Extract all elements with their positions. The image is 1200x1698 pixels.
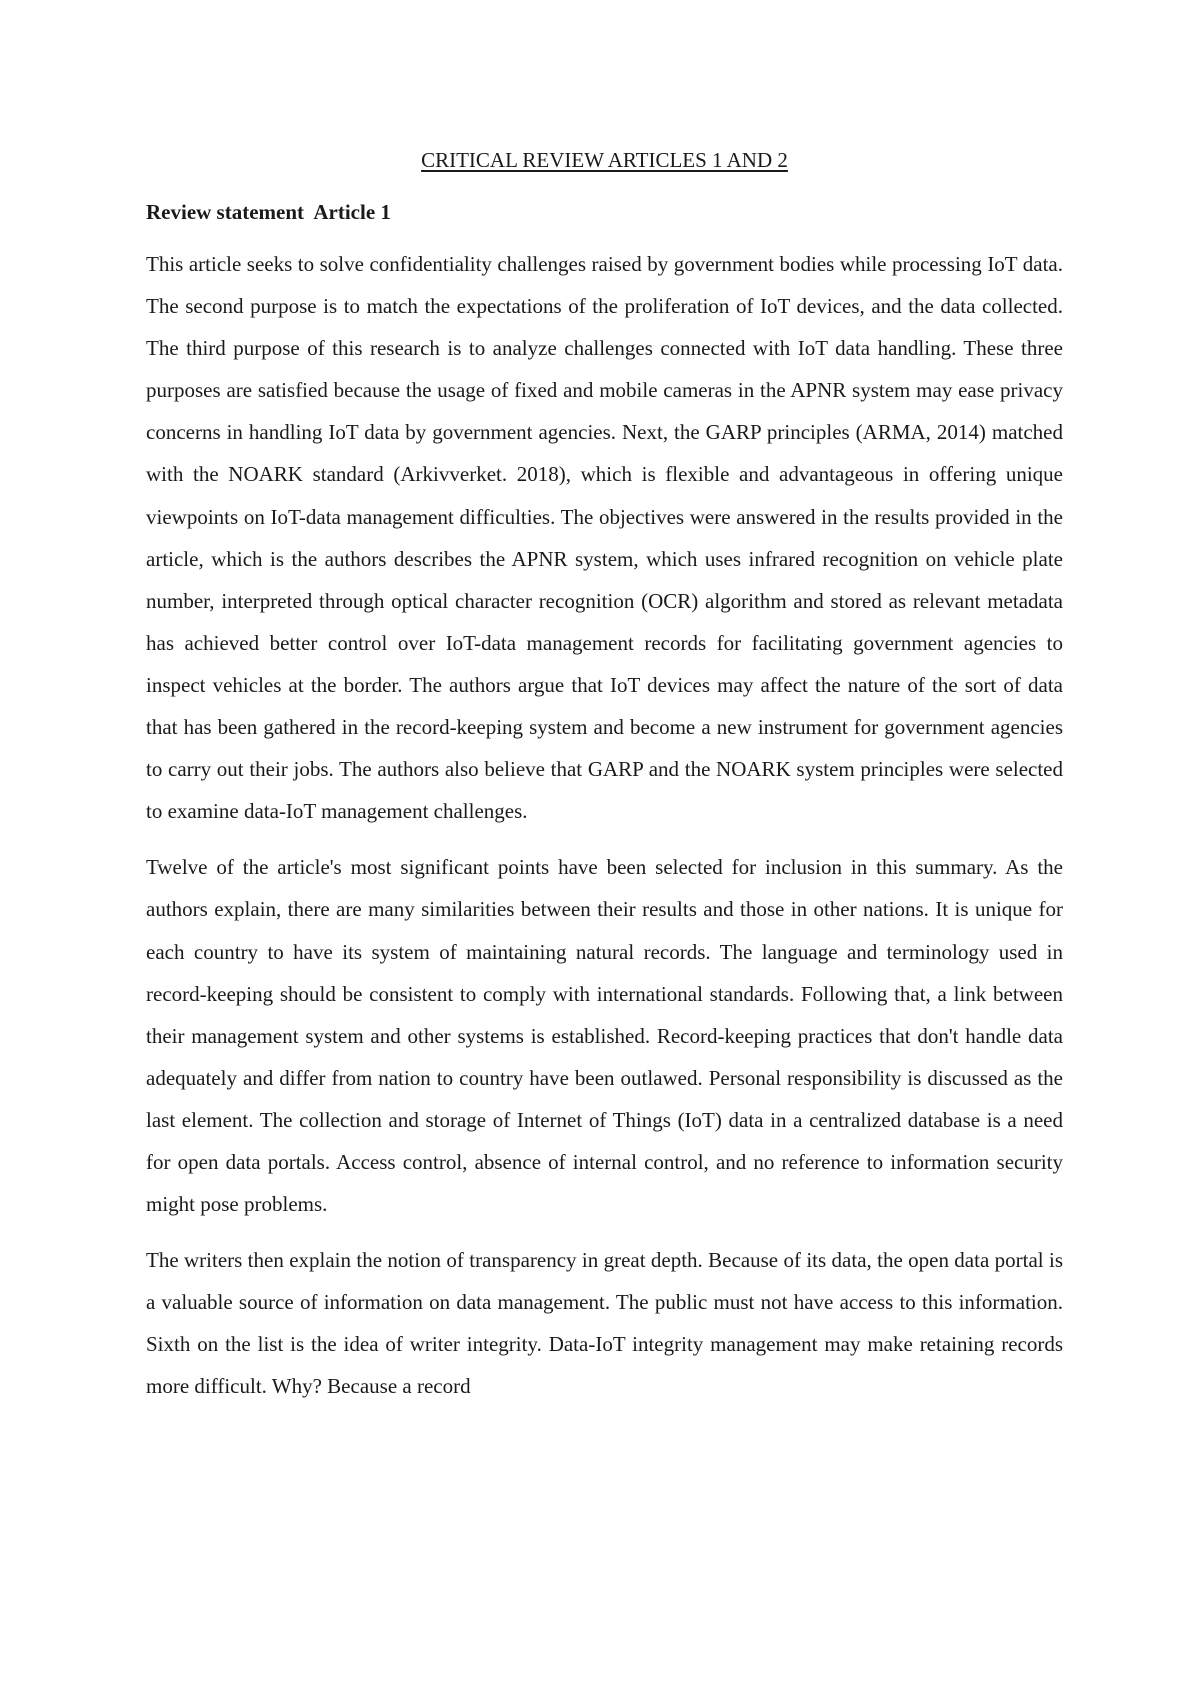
document-body — [146, 145, 1063, 1408]
document-title: CRITICAL REVIEW ARTICLES 1 AND 2 — [421, 148, 788, 172]
section-heading: Review statement Article 1 — [146, 200, 391, 224]
paragraph-3: The writers then explain the notion of transparency in great depth. Because of its data, the open data portal is a valuable source of information on data management. The public must not have access to this information. Sixth on the list is the idea of writer integrity. Data-IoT integrity management may make retaining records more difficult. Why? Because a record — [146, 1248, 1063, 1399]
paragraph-1: This article seeks to solve confidentiality challenges raised by government bodies while processing IoT data. The second purpose is to match the expectations of the proliferation of IoT devices, and the data collected. The third purpose of this research is to analyze challenges connected with IoT data handling. These three purposes are satisfied because the usage of fixed and mobile cameras in the APNR system may ease privacy concerns in handling IoT data by government agencies. Next, the GARP principles (ARMA, 2014) matched with the NOARK standard (Arkivverket. 2018), which is flexible and advantageous in offering unique viewpoints on IoT-data management difficulties. The objectives were answered in the results provided in the article, which is the authors describes the APNR system, which uses infrared recognition on vehicle plate number, interpreted through optical character recognition (OCR) algorithm and stored as relevant metadata has achieved better control over IoT-data management records for facilitating government agencies to inspect vehicles at the border. The authors argue that IoT devices may affect the nature of the sort of data that has been gathered in the record-keeping system and become a new instrument for government agencies to carry out their jobs. The authors also believe that GARP and the NOARK system principles were selected to examine data-IoT management challenges. — [146, 252, 1063, 824]
paragraph-2: Twelve of the article's most significant points have been selected for inclusion in this summary. As the authors explain, there are many similarities between their results and those in other nations. It is unique for each country to have its system of maintaining natural records. The language and terminology used in record-keeping should be consistent to comply with international standards. Following that, a link between their management system and other systems is established. Record-keeping practices that don't handle data adequately and differ from nation to country have been outlawed. Personal responsibility is discussed as the last element. The collection and storage of Internet of Things (IoT) data in a centralized database is a need for open data portals. Access control, absence of internal control, and no reference to information security might pose problems. — [146, 855, 1063, 1217]
